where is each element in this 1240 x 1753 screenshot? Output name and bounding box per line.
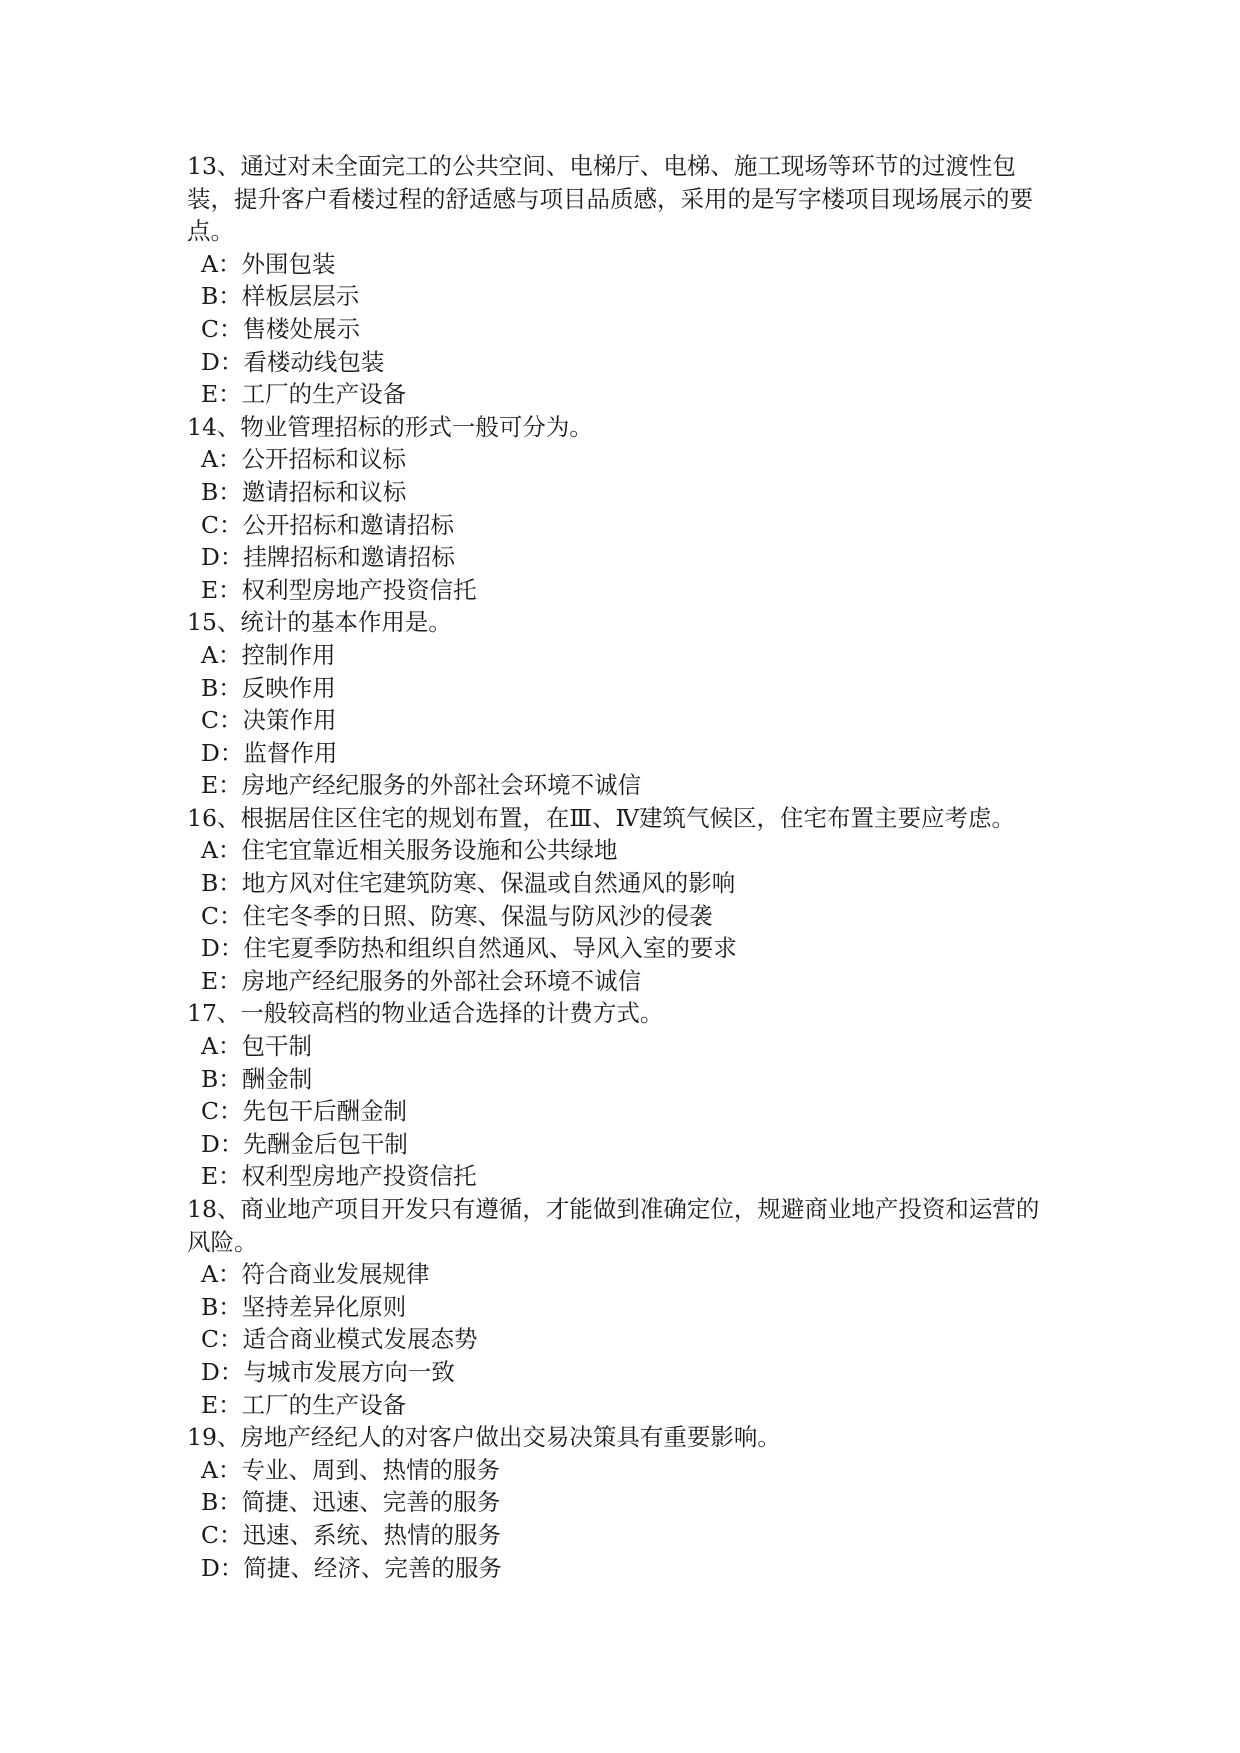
answer-option: E：权利型房地产投资信托 xyxy=(201,575,477,604)
question-block xyxy=(187,150,1057,411)
answer-option: B：邀请招标和议标 xyxy=(201,477,407,506)
answer-option: C：先包干后酬金制 xyxy=(201,1097,407,1126)
answer-option: E：工厂的生产设备 xyxy=(201,380,407,409)
question-text: 18、商业地产项目开发只有遵循，才能做到准确定位，规避商业地产投资和运营的风险。 xyxy=(187,1195,1040,1256)
question-list xyxy=(187,150,1057,1584)
question-text: 14、物业管理招标的形式一般可分为。 xyxy=(187,412,593,441)
answer-option: D：挂牌招标和邀请招标 xyxy=(201,543,455,572)
answer-option: B：简捷、迅速、完善的服务 xyxy=(201,1488,501,1517)
answer-option: D：简捷、经济、完善的服务 xyxy=(201,1553,502,1582)
answer-option: A：控制作用 xyxy=(201,640,336,669)
answer-option: A：住宅宜靠近相关服务设施和公共绿地 xyxy=(201,836,618,865)
question-text: 13、通过对未全面完工的公共空间、电梯厅、电梯、施工现场等环节的过渡性包装，提升客户看楼过程的舒适感与项目品质感，采用的是写字楼项目现场展示的要点。 xyxy=(187,152,1033,246)
answer-option: D：与城市发展方向一致 xyxy=(201,1357,455,1386)
answer-option: E：房地产经纪服务的外部社会环境不诚信 xyxy=(201,966,642,995)
answer-option: A：专业、周到、热情的服务 xyxy=(201,1455,500,1484)
question-text: 15、统计的基本作用是。 xyxy=(187,608,452,637)
answer-option: D：先酬金后包干制 xyxy=(201,1129,408,1158)
answer-option: A：符合商业发展规律 xyxy=(201,1260,430,1289)
question-text: 16、根据居住区住宅的规划布置，在Ⅲ、Ⅳ建筑气候区，住宅布置主要应考虑。 xyxy=(187,803,1016,832)
question-text: 19、房地产经纪人的对客户做出交易决策具有重要影响。 xyxy=(187,1423,781,1452)
answer-option: C：适合商业模式发展态势 xyxy=(201,1325,478,1354)
answer-option: C：售楼处展示 xyxy=(201,314,360,343)
question-block xyxy=(187,411,1057,607)
answer-option: E：工厂的生产设备 xyxy=(201,1390,407,1419)
answer-option: A：包干制 xyxy=(201,1032,312,1061)
question-block xyxy=(187,1421,1057,1584)
question-block xyxy=(187,802,1057,998)
answer-option: C：住宅冬季的日照、防寒、保温与防风沙的侵袭 xyxy=(201,901,713,930)
answer-option: D：看楼动线包装 xyxy=(201,347,385,376)
answer-option: A：公开招标和议标 xyxy=(201,445,406,474)
answer-option: C：迅速、系统、热情的服务 xyxy=(201,1520,501,1549)
answer-option: A：外围包装 xyxy=(201,249,336,278)
answer-option: E：房地产经纪服务的外部社会环境不诚信 xyxy=(201,771,642,800)
question-block xyxy=(187,606,1057,802)
answer-option: B：酬金制 xyxy=(201,1064,313,1093)
answer-option: D：住宅夏季防热和组织自然通风、导风入室的要求 xyxy=(201,934,737,963)
answer-option: D：监督作用 xyxy=(201,738,338,767)
answer-option: B：地方风对住宅建筑防寒、保温或自然通风的影响 xyxy=(201,869,736,898)
answer-option: E：权利型房地产投资信托 xyxy=(201,1162,477,1191)
question-block xyxy=(187,997,1057,1193)
question-block xyxy=(187,1193,1057,1421)
answer-option: B：反映作用 xyxy=(201,673,336,702)
answer-option: C：公开招标和邀请招标 xyxy=(201,510,454,539)
question-text: 17、一般较高档的物业适合选择的计费方式。 xyxy=(187,999,664,1028)
answer-option: B：样板层层示 xyxy=(201,282,360,311)
answer-option: C：决策作用 xyxy=(201,706,337,735)
answer-option: B：坚持差异化原则 xyxy=(201,1292,407,1321)
